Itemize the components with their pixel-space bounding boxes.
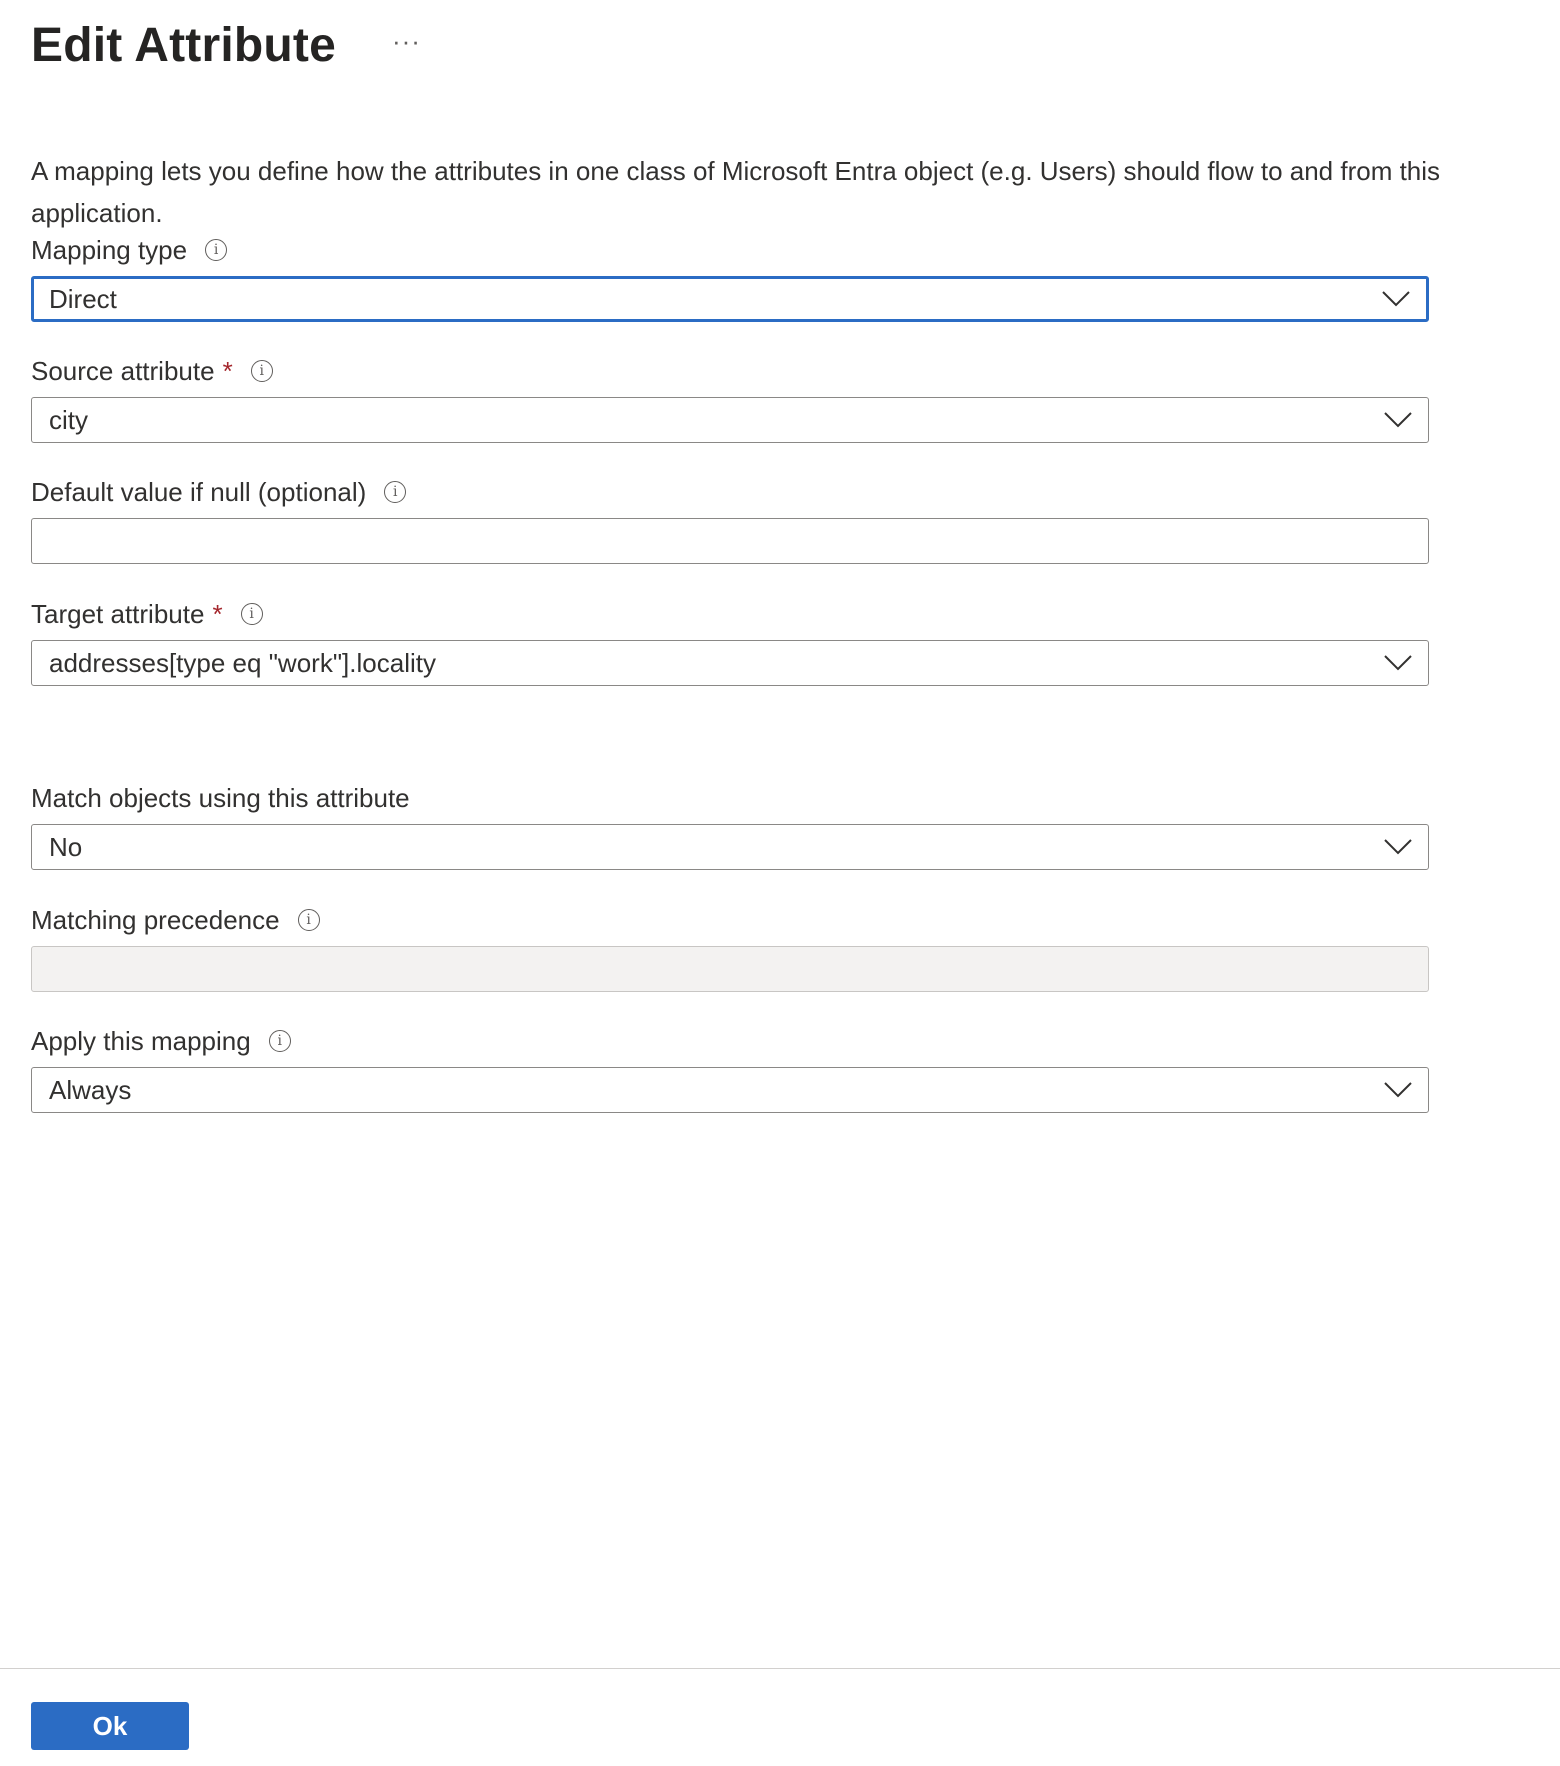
apply-mapping-field	[31, 1023, 1429, 1113]
required-indicator: *	[222, 355, 233, 386]
apply-mapping-dropdown[interactable]	[31, 1067, 1429, 1113]
info-icon[interactable]: i	[269, 1030, 291, 1052]
chevron-down-icon	[1382, 291, 1410, 307]
page-title: Edit Attribute	[31, 19, 336, 72]
target-attribute-field	[31, 596, 1429, 686]
ok-button[interactable]: Ok	[31, 1702, 189, 1750]
info-icon[interactable]: i	[298, 909, 320, 931]
target-attribute-label: Target attribute	[31, 598, 205, 629]
default-value-field	[31, 474, 1429, 564]
chevron-down-icon	[1384, 1082, 1412, 1098]
match-objects-label: Match objects using this attribute	[31, 782, 410, 813]
target-attribute-label-row	[31, 596, 1429, 632]
mapping-type-value: Direct	[49, 283, 117, 314]
apply-mapping-label: Apply this mapping	[31, 1025, 251, 1056]
matching-precedence-label: Matching precedence	[31, 904, 280, 935]
panel-header	[31, 18, 427, 73]
target-attribute-dropdown[interactable]	[31, 640, 1429, 686]
footer-divider	[0, 1668, 1560, 1669]
match-objects-field	[31, 780, 1429, 870]
chevron-down-icon	[1384, 839, 1412, 855]
source-attribute-value: city	[49, 404, 88, 435]
matching-precedence-label-row	[31, 902, 1429, 938]
info-icon[interactable]: i	[384, 481, 406, 503]
match-objects-value: No	[49, 831, 83, 862]
matching-precedence-input	[49, 947, 1428, 991]
mapping-type-dropdown[interactable]	[31, 276, 1429, 322]
panel-description: A mapping lets you define how the attributes in one class of Microsoft Entra object (e.g. Users) should flow to and from this application.	[31, 156, 1441, 228]
default-value-label: Default value if null (optional)	[31, 476, 367, 507]
target-attribute-value: addresses[type eq "work"].locality	[49, 647, 436, 678]
source-attribute-field	[31, 353, 1429, 443]
chevron-down-icon	[1384, 655, 1412, 671]
source-attribute-dropdown[interactable]	[31, 397, 1429, 443]
more-options-icon[interactable]: ···	[386, 22, 427, 61]
apply-mapping-value: Always	[49, 1074, 132, 1105]
apply-mapping-label-row	[31, 1023, 1429, 1059]
mapping-type-label-row	[31, 232, 1429, 268]
source-attribute-label: Source attribute	[31, 355, 215, 386]
info-icon[interactable]: i	[241, 603, 263, 625]
matching-precedence-field-box	[31, 946, 1429, 992]
default-value-field-box	[31, 518, 1429, 564]
default-value-input[interactable]	[49, 519, 1428, 563]
info-icon[interactable]: i	[251, 360, 273, 382]
match-objects-label-row	[31, 780, 1429, 816]
chevron-down-icon	[1384, 412, 1412, 428]
info-icon[interactable]: i	[205, 239, 227, 261]
source-attribute-label-row	[31, 353, 1429, 389]
default-value-label-row	[31, 474, 1429, 510]
match-objects-dropdown[interactable]	[31, 824, 1429, 870]
required-indicator: *	[212, 598, 223, 629]
mapping-type-label: Mapping type	[31, 234, 188, 265]
mapping-type-field	[31, 232, 1429, 322]
matching-precedence-field	[31, 902, 1429, 992]
